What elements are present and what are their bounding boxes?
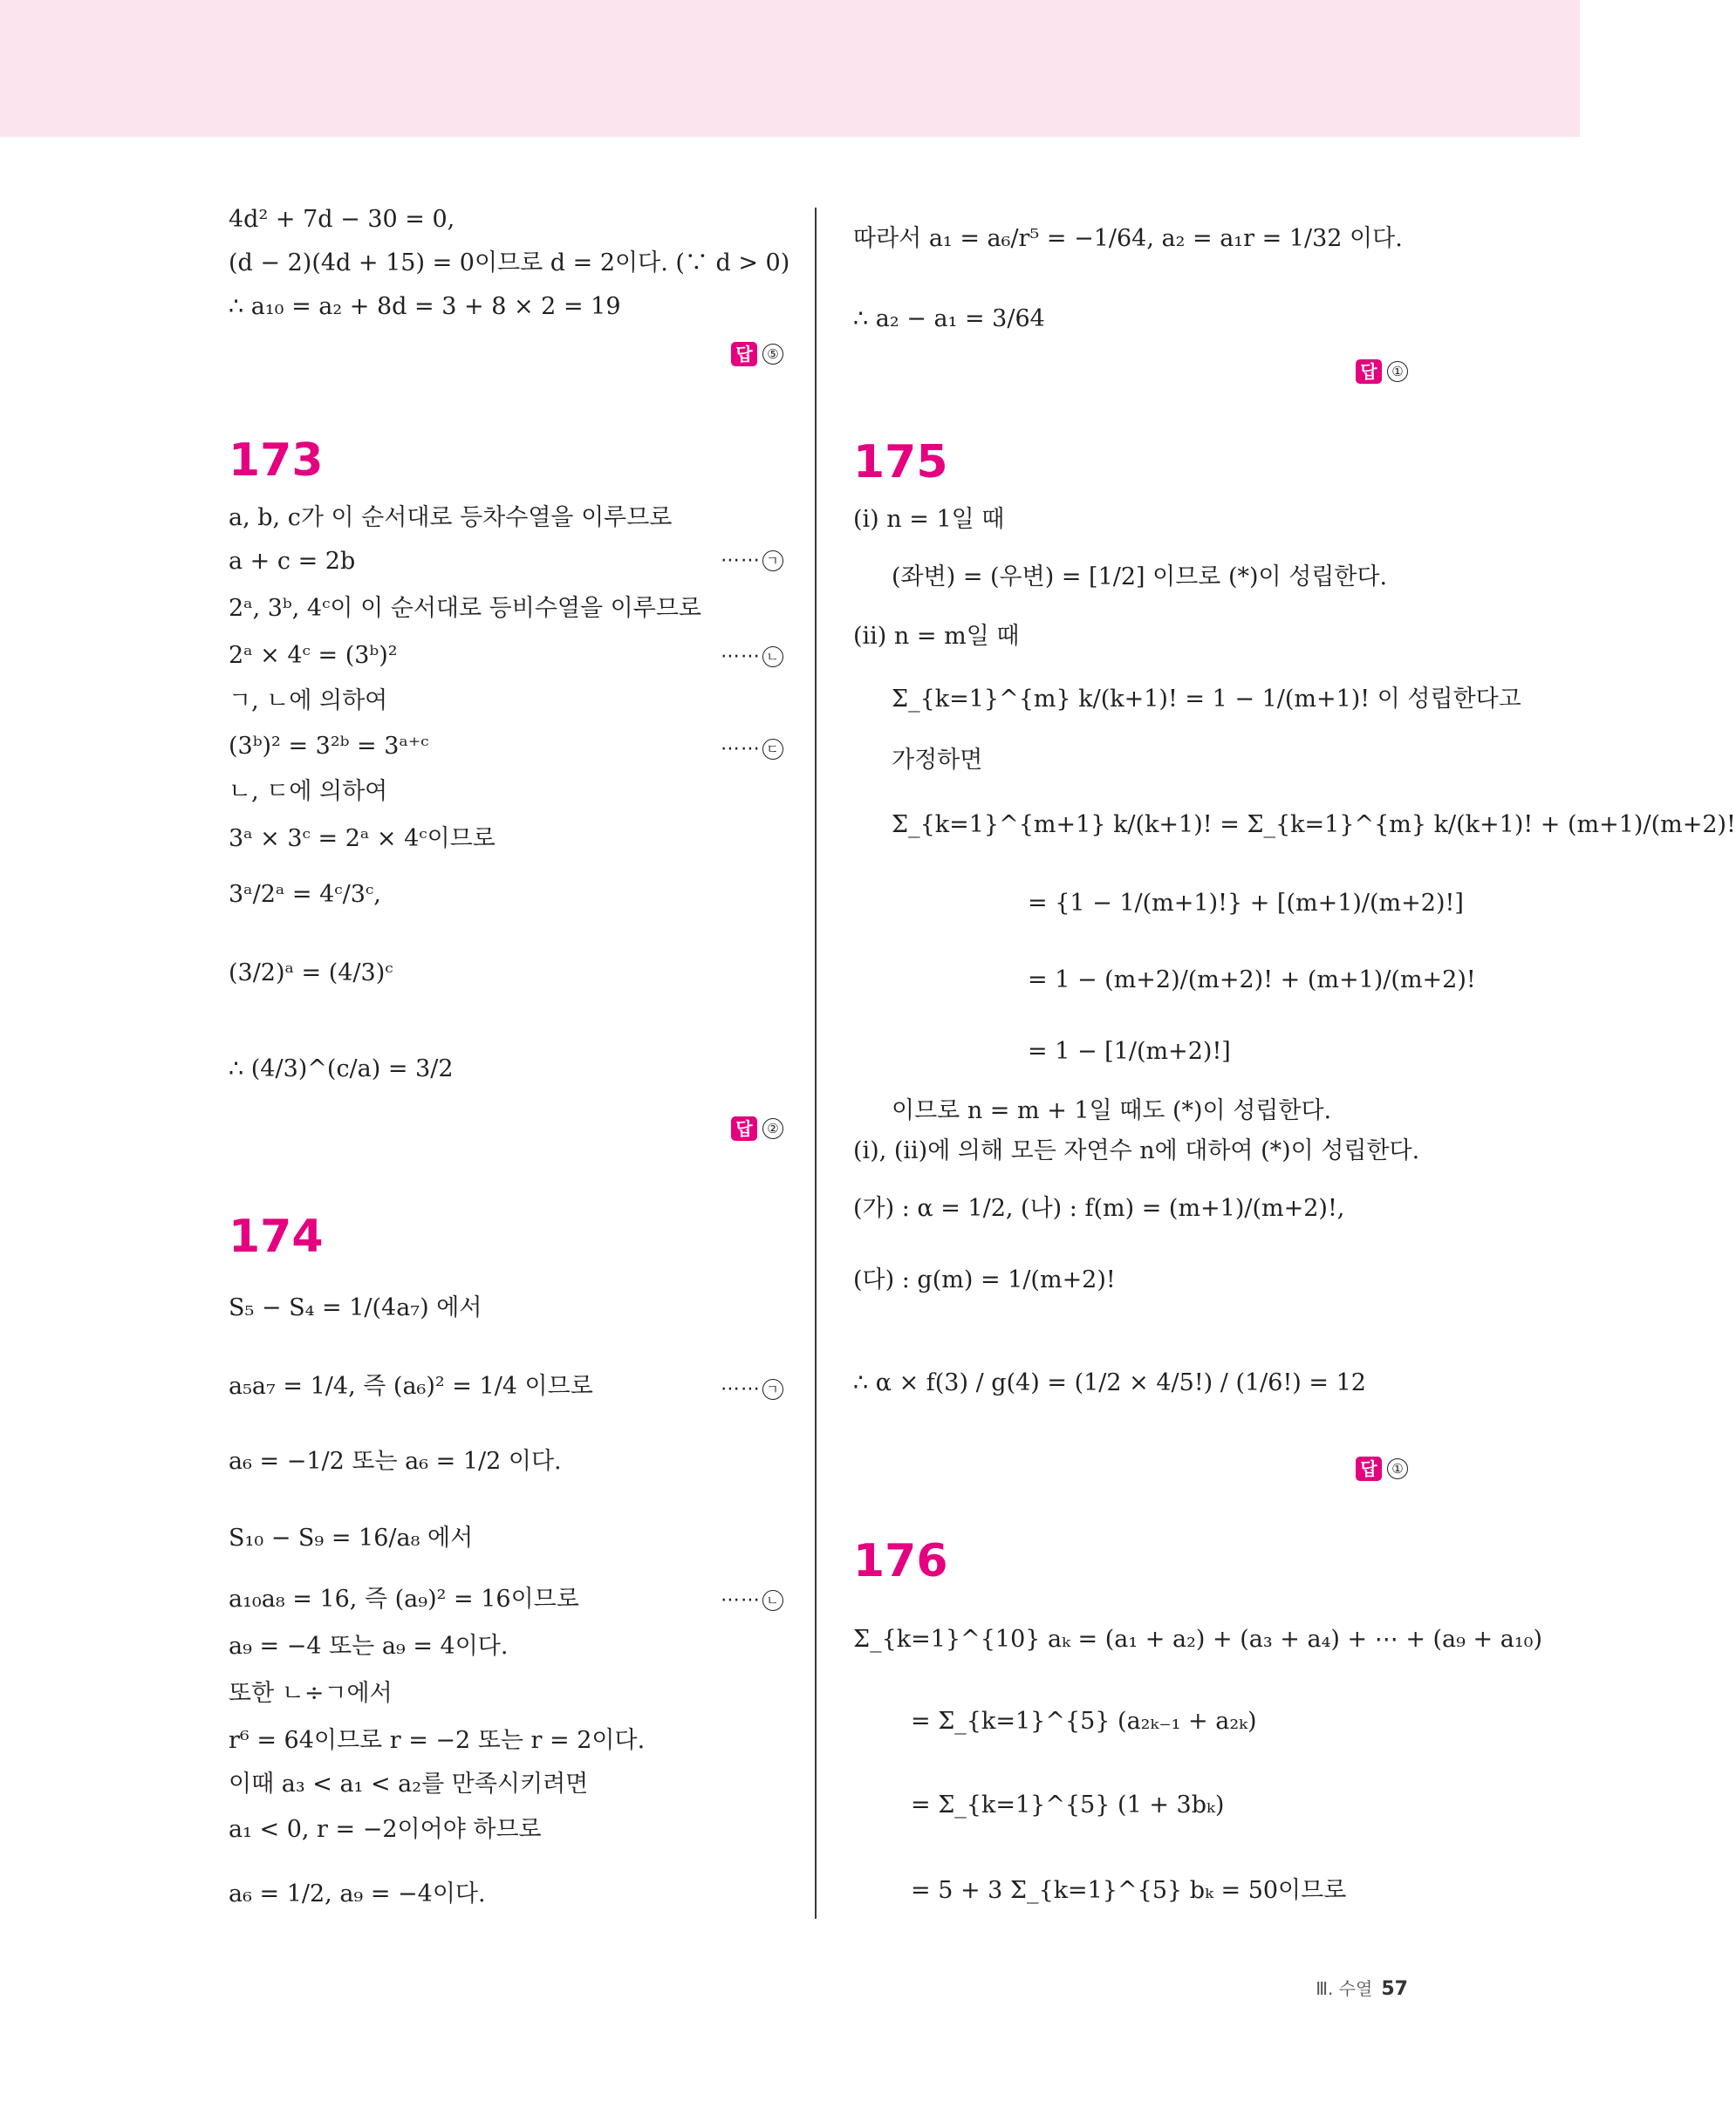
solution-line: a₉ = −4 또는 a₉ = 4이다. xyxy=(229,1633,509,1660)
answer-choice: ⑤ xyxy=(762,344,783,365)
answer-marker xyxy=(731,1116,783,1141)
circled-label: ㄴ xyxy=(762,646,783,667)
problem-number: 174 xyxy=(229,1211,324,1263)
reference-mark: ⋯⋯ ㄷ xyxy=(721,738,783,760)
solution-line: (d − 2)(4d + 15) = 0이므로 d = 2이다. (∵ d > 0) xyxy=(229,249,790,276)
answer-badge: 답 xyxy=(1356,359,1382,384)
solution-line: = {1 − 1/(m+1)!} + [(m+1)/(m+2)!] xyxy=(1028,890,1464,917)
solution-line: a₁ < 0, r = −2이어야 하므로 xyxy=(229,1816,542,1843)
answer-badge: 답 xyxy=(1356,1457,1382,1481)
solution-line: S₅ − S₄ = 1/(4a₇) 에서 xyxy=(229,1294,482,1321)
solution-line: = 5 + 3 Σ_{k=1}^{5} bₖ = 50이므로 xyxy=(911,1877,1347,1904)
solution-line: = 1 − (m+2)/(m+2)! + (m+1)/(m+2)! xyxy=(1028,966,1476,993)
solution-line: Σ_{k=1}^{10} aₖ = (a₁ + a₂) + (a₃ + a₄) + ⋯ + (a₉ + a₁₀) xyxy=(853,1626,1543,1653)
header-band xyxy=(0,0,1580,137)
solution-line: ∴ a₁₀ = a₂ + 8d = 3 + 8 × 2 = 19 xyxy=(229,293,621,320)
solution-line: a + c = 2b xyxy=(229,548,356,575)
answer-marker xyxy=(1356,359,1408,384)
circled-label: ㄱ xyxy=(762,1379,783,1400)
solution-line: a₅a₇ = 1/4, 즉 (a₆)² = 1/4 이므로 xyxy=(229,1373,593,1400)
reference-mark: ⋯⋯ ㄴ xyxy=(721,645,783,667)
answer-choice: ① xyxy=(1387,361,1408,382)
solution-line: ∴ (4/3)^(c/a) = 3/2 xyxy=(229,1055,454,1082)
solution-line: (ⅰ) n = 1일 때 xyxy=(853,506,1005,533)
solution-line: 2ᵃ, 3ᵇ, 4ᶜ이 이 순서대로 등비수열을 이루므로 xyxy=(229,595,701,622)
problem-number: 176 xyxy=(853,1535,948,1587)
answer-choice: ② xyxy=(762,1118,783,1139)
solution-line: ∴ a₂ − a₁ = 3/64 xyxy=(853,305,1045,332)
solution-line: ㄴ, ㄷ에 의하여 xyxy=(229,778,388,805)
solution-line: Σ_{k=1}^{m} k/(k+1)! = 1 − 1/(m+1)! 이 성립한다고 xyxy=(892,686,1521,713)
solution-line: = Σ_{k=1}^{5} (a₂ₖ₋₁ + a₂ₖ) xyxy=(911,1708,1257,1735)
solution-line: a, b, c가 이 순서대로 등차수열을 이루므로 xyxy=(229,504,673,531)
answer-choice: ① xyxy=(1387,1458,1408,1479)
solution-line: = Σ_{k=1}^{5} (1 + 3bₖ) xyxy=(911,1791,1225,1819)
solution-line: 가정하면 xyxy=(892,747,983,774)
solution-line: a₆ = 1/2, a₉ = −4이다. xyxy=(229,1880,486,1907)
solution-line: a₆ = −1/2 또는 a₆ = 1/2 이다. xyxy=(229,1448,562,1475)
page-footer xyxy=(1309,1975,1408,2000)
solution-line: 따라서 a₁ = a₆/r⁵ = −1/64, a₂ = a₁r = 1/32 이다. xyxy=(853,225,1403,252)
reference-mark: ⋯⋯ ㄴ xyxy=(721,1589,783,1611)
solution-line: (다) : g(m) = 1/(m+2)! xyxy=(853,1266,1116,1293)
solution-line: (3ᵇ)² = 3²ᵇ = 3ᵃ⁺ᶜ xyxy=(229,733,429,760)
problem-number: 173 xyxy=(229,434,324,487)
answer-marker xyxy=(731,342,783,366)
solution-line: 2ᵃ × 4ᶜ = (3ᵇ)² xyxy=(229,642,398,669)
solution-line: S₁₀ − S₉ = 16/a₈ 에서 xyxy=(229,1525,474,1552)
reference-mark: ⋯⋯ ㄱ xyxy=(721,1378,783,1400)
circled-label: ㄷ xyxy=(762,739,783,760)
solution-line: ∴ α × f(3) / g(4) = (1/2 × 4/5!) / (1/6!) = 12 xyxy=(853,1369,1366,1396)
solution-line: 3ᵃ × 3ᶜ = 2ᵃ × 4ᶜ이므로 xyxy=(229,825,496,852)
solution-line: 이므로 n = m + 1일 때도 (*)이 성립한다. xyxy=(892,1097,1332,1124)
page-number: 57 xyxy=(1381,1978,1408,2000)
solution-line: (ⅰ), (ⅱ)에 의해 모든 자연수 n에 대하여 (*)이 성립한다. xyxy=(853,1137,1420,1164)
solution-line: ㄱ, ㄴ에 의하여 xyxy=(229,687,388,714)
solution-line: (좌변) = (우변) = [1/2] 이므로 (*)이 성립한다. xyxy=(892,563,1388,590)
problem-number: 175 xyxy=(853,436,948,488)
solution-line: = 1 − [1/(m+2)!] xyxy=(1028,1038,1231,1065)
solution-line: Σ_{k=1}^{m+1} k/(k+1)! = Σ_{k=1}^{m} k/(k+1)! + (m+1)/(m+2)! xyxy=(892,811,1736,838)
solution-line: r⁶ = 64이므로 r = −2 또는 r = 2이다. xyxy=(229,1727,646,1754)
circled-label: ㄴ xyxy=(762,1590,783,1611)
answer-badge: 답 xyxy=(731,342,757,366)
reference-mark: ⋯⋯ ㄱ xyxy=(721,549,783,571)
solution-line: (ⅱ) n = m일 때 xyxy=(853,623,1020,650)
answer-badge: 답 xyxy=(731,1116,757,1141)
solution-line: (3/2)ᵃ = (4/3)ᶜ xyxy=(229,959,393,986)
solution-line: 또한 ㄴ÷ㄱ에서 xyxy=(229,1680,393,1707)
column-divider xyxy=(815,208,817,1919)
solution-line: 4d² + 7d − 30 = 0, xyxy=(229,206,455,233)
solution-line: a₁₀a₈ = 16, 즉 (a₉)² = 16이므로 xyxy=(229,1586,579,1613)
footer-section: Ⅲ. 수열 xyxy=(1316,1978,1373,1999)
solution-line: 3ᵃ/2ᵃ = 4ᶜ/3ᶜ, xyxy=(229,881,381,908)
solution-line: 이때 a₃ < a₁ < a₂를 만족시키려면 xyxy=(229,1771,589,1798)
answer-marker xyxy=(1356,1457,1408,1481)
solution-line: (가) : α = 1/2, (나) : f(m) = (m+1)/(m+2)!, xyxy=(853,1195,1345,1222)
circled-label: ㄱ xyxy=(762,550,783,571)
